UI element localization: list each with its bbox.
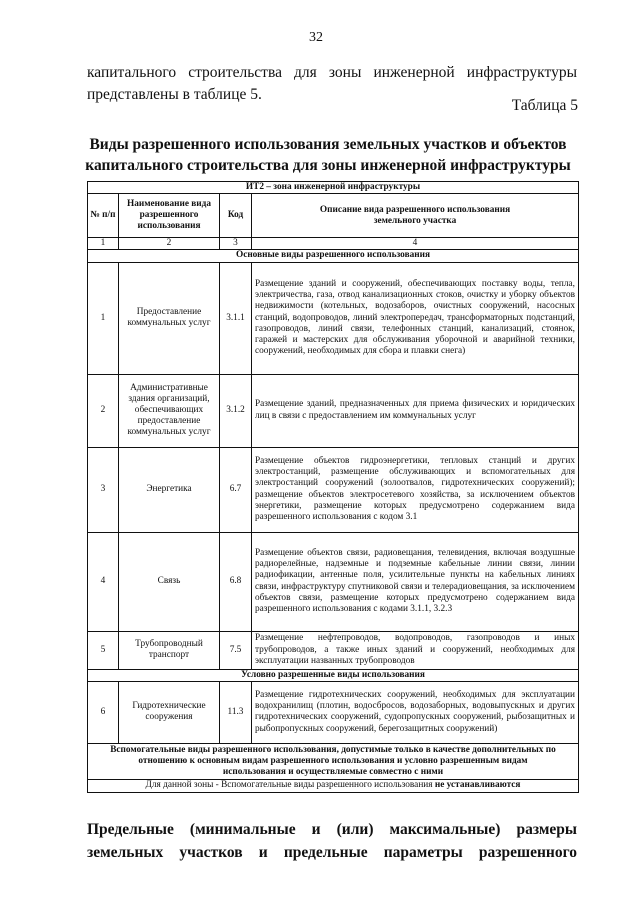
zone-header-row (88, 182, 579, 194)
table-row (88, 262, 579, 374)
row-code: 3.1.2 (220, 374, 252, 447)
title-line-1: Виды разрешенного использования земельных участков и объектов (89, 136, 567, 153)
intro-line-1: капитального строительства для зоны инженерной инфраструктуры (87, 64, 577, 81)
table-row (88, 631, 579, 669)
header-code: Код (220, 194, 252, 238)
row-num: 3 (88, 447, 119, 532)
header-num: № п/п (88, 194, 119, 238)
row-name: Предоставление коммунальных услуг (119, 262, 220, 374)
column-number-row (88, 238, 579, 250)
table-title (70, 134, 586, 176)
column-number: 1 (88, 238, 119, 250)
row-code: 6.8 (220, 532, 252, 631)
section-row-conditional (88, 669, 579, 681)
row-description: Размещение нефтепроводов, водопроводов, газопроводов и иных трубопроводов, а также иных зданий и сооружений, необходимых для эксплуатации названных трубопроводов (252, 631, 579, 669)
section-heading (87, 818, 577, 864)
auxiliary-note (88, 780, 579, 792)
page-number: 32 (309, 30, 323, 45)
row-code: 11.3 (220, 681, 252, 743)
section-heading-line-1: Предельные (минимальные и (или) максимальные) размеры (87, 821, 577, 838)
row-code: 6.7 (220, 447, 252, 532)
row-num: 6 (88, 681, 119, 743)
section-basic-title: Основные виды разрешенного использования (88, 250, 579, 262)
row-num: 1 (88, 262, 119, 374)
row-description: Размещение зданий, предназначенных для приема физических и юридических лиц в связи с предоставлением им коммунальных услуг (252, 374, 579, 447)
auxiliary-note-row (88, 780, 579, 792)
table-caption: Таблица 5 (511, 97, 578, 114)
row-num: 2 (88, 374, 119, 447)
row-name: Энергетика (119, 447, 220, 532)
land-use-table (87, 181, 579, 793)
header-name: Наименование вида разрешенного использования (119, 194, 220, 238)
section-auxiliary-title: Вспомогательные виды разрешенного использования, допустимые только в качестве дополнительных по отношению к основным видам разрешенного использования и условно разрешенным видам использования и осуществляемые совместно с ними (88, 743, 579, 780)
row-description: Размещение объектов гидроэнергетики, тепловых станций и других электростанций, размещение обслуживающих и вспомогательных для электростанций сооружений (золоотвалов, гидротехнических сооружений); размещение объектов электросетевого хозяйства, за исключением объектов энергетики, размещение которых предусмотрено содержанием вида разрешенного использования с кодом 3.1 (252, 447, 579, 532)
zone-header: ИТ2 – зона инженерной инфраструктуры (88, 182, 579, 194)
row-description: Размещение объектов связи, радиовещания, телевидения, включая воздушные радиорелейные, надземные и подземные кабельные линии связи, линии радиофикации, антенные поля, усилительные пункты на кабельных линиях связи, инфраструктуру спутниковой связи и телерадиовещания, за исключением объектов связи, размещение которых предусмотрено содержанием вида разрешенного использования с кодами 3.1.1, 3.2.3 (252, 532, 579, 631)
row-code: 7.5 (220, 631, 252, 669)
column-header-row (88, 194, 579, 238)
row-code: 3.1.1 (220, 262, 252, 374)
row-name: Административные здания организаций, обеспечивающих предоставление коммунальных услуг (119, 374, 220, 447)
row-description: Размещение зданий и сооружений, обеспечивающих поставку воды, тепла, электричества, газа, отвод канализационных стоков, очистку и уборку объектов недвижимости (котельных, водозаборов, очистных сооружений, насосных станций, водопроводов, линий электропередач, трансформаторных подстанций, газопроводов, линий связи, телефонных станций, канализаций, стоянок, гаражей и мастерских для обслуживания уборочной и аварийной техники, сооружений, необходимых для сбора и плавки снега) (252, 262, 579, 374)
row-name: Гидротехнические сооружения (119, 681, 220, 743)
table-row (88, 447, 579, 532)
row-num: 4 (88, 532, 119, 631)
row-description: Размещение гидротехнических сооружений, необходимых для эксплуатации водохранилищ (плотин, водосбросов, водозаборных, водовыпускных и других гидротехнических сооружений, судопропускных сооружений, рыбозащитных и рыбопропускных сооружений, берегозащитных сооружений) (252, 681, 579, 743)
title-line-2: капитального строительства для зоны инженерной инфраструктуры (85, 157, 571, 174)
section-heading-line-2: земельных участков и предельные параметры разрешенного (87, 844, 577, 861)
column-number: 2 (119, 238, 220, 250)
header-description: Описание вида разрешенного использования земельного участка (252, 194, 579, 238)
row-name: Связь (119, 532, 220, 631)
auxiliary-note-bold: не устанавливаются (434, 780, 521, 791)
table-row (88, 681, 579, 743)
row-num: 5 (88, 631, 119, 669)
intro-line-2: представлены в таблице 5. (87, 86, 262, 103)
section-row-basic (88, 250, 579, 262)
column-number: 3 (220, 238, 252, 250)
section-row-auxiliary (88, 743, 579, 780)
auxiliary-note-prefix: Для данной зоны - Вспомогательные виды разрешенного использования (145, 780, 435, 791)
section-conditional-title: Условно разрешенные виды использования (88, 669, 579, 681)
table-row (88, 374, 579, 447)
row-name: Трубопроводный транспорт (119, 631, 220, 669)
column-number: 4 (252, 238, 579, 250)
table-row (88, 532, 579, 631)
